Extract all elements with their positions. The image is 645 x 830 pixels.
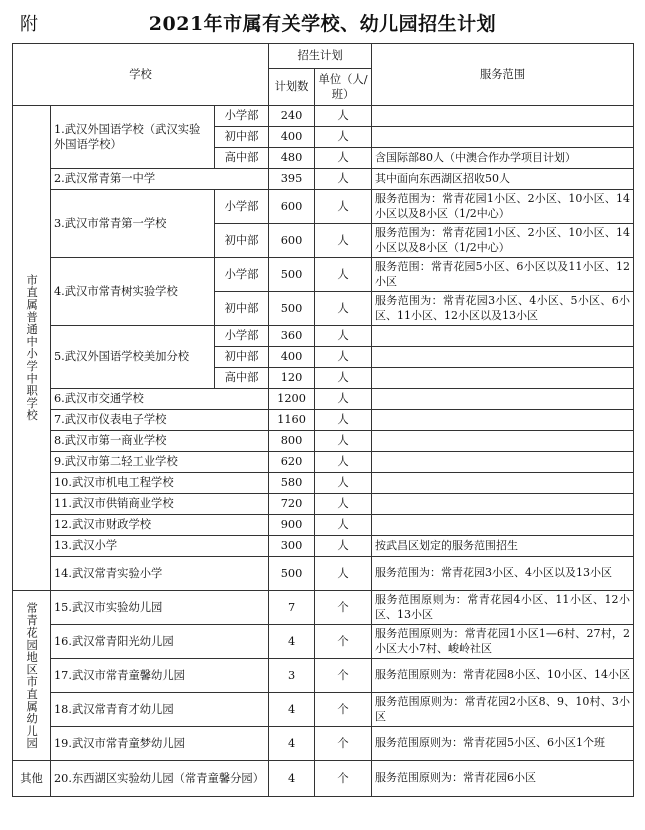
plan-unit: 个 xyxy=(315,727,372,761)
service-scope: 服务范围为：常青花园1小区、2小区、10小区、14小区以及8小区（1/2中心） xyxy=(372,190,634,224)
page-header xyxy=(0,0,645,42)
table-row xyxy=(13,761,634,797)
school-name: 16.武汉常青阳光幼儿园 xyxy=(51,625,269,659)
service-scope xyxy=(372,515,634,536)
plan-unit: 个 xyxy=(315,761,372,797)
plan-unit: 个 xyxy=(315,591,372,625)
table-row xyxy=(13,106,634,127)
plan-count: 800 xyxy=(269,431,315,452)
school-name: 19.武汉市常青童梦幼儿园 xyxy=(51,727,269,761)
plan-count: 4 xyxy=(269,761,315,797)
table-row xyxy=(13,326,634,347)
header-unit: 单位（人/班） xyxy=(315,69,372,106)
category-label: 市直属普通中小学中职学校 xyxy=(13,106,51,591)
plan-count: 4 xyxy=(269,727,315,761)
plan-unit: 人 xyxy=(315,368,372,389)
service-scope: 服务范围原则为：常青花园6小区 xyxy=(372,761,634,797)
header-count: 计划数 xyxy=(269,69,315,106)
school-name: 4.武汉市常青树实验学校 xyxy=(51,258,215,326)
table-row xyxy=(13,515,634,536)
plan-count: 395 xyxy=(269,169,315,190)
plan-count: 600 xyxy=(269,190,315,224)
plan-unit: 人 xyxy=(315,473,372,494)
service-scope xyxy=(372,127,634,148)
enrollment-table xyxy=(12,43,634,797)
service-scope xyxy=(372,431,634,452)
plan-count: 3 xyxy=(269,659,315,693)
plan-unit: 人 xyxy=(315,389,372,410)
plan-count: 580 xyxy=(269,473,315,494)
school-name: 12.武汉市财政学校 xyxy=(51,515,269,536)
plan-count: 720 xyxy=(269,494,315,515)
school-name: 10.武汉市机电工程学校 xyxy=(51,473,269,494)
school-level: 初中部 xyxy=(215,347,269,368)
service-scope xyxy=(372,106,634,127)
school-name: 5.武汉外国语学校美加分校 xyxy=(51,326,215,389)
table-row xyxy=(13,494,634,515)
school-name: 2.武汉常青第一中学 xyxy=(51,169,269,190)
service-scope: 服务范围原则为：常青花园5小区、6小区1个班 xyxy=(372,727,634,761)
school-name: 18.武汉常青育才幼儿园 xyxy=(51,693,269,727)
school-name: 6.武汉市交通学校 xyxy=(51,389,269,410)
school-name: 8.武汉市第一商业学校 xyxy=(51,431,269,452)
table-row xyxy=(13,557,634,591)
plan-unit: 个 xyxy=(315,659,372,693)
table-row xyxy=(13,727,634,761)
plan-unit: 人 xyxy=(315,106,372,127)
plan-count: 7 xyxy=(269,591,315,625)
school-level: 初中部 xyxy=(215,127,269,148)
header-scope: 服务范围 xyxy=(372,44,634,106)
service-scope: 服务范围为：常青花园3小区、4小区、5小区、6小区、11小区、12小区以及13小区 xyxy=(372,292,634,326)
school-name: 13.武汉小学 xyxy=(51,536,269,557)
plan-count: 500 xyxy=(269,557,315,591)
plan-count: 300 xyxy=(269,536,315,557)
service-scope xyxy=(372,347,634,368)
service-scope: 服务范围原则为：常青花园8小区、10小区、14小区 xyxy=(372,659,634,693)
service-scope: 含国际部80人（中澳合作办学项目计划） xyxy=(372,148,634,169)
table-row xyxy=(13,190,634,224)
plan-count: 240 xyxy=(269,106,315,127)
table-row xyxy=(13,452,634,473)
plan-count: 500 xyxy=(269,258,315,292)
table-row xyxy=(13,591,634,625)
plan-unit: 人 xyxy=(315,148,372,169)
table-row xyxy=(13,431,634,452)
plan-unit: 个 xyxy=(315,693,372,727)
category-label: 常青花园地区市直属幼儿园 xyxy=(13,591,51,761)
service-scope: 按武昌区划定的服务范围招生 xyxy=(372,536,634,557)
service-scope xyxy=(372,410,634,431)
plan-count: 620 xyxy=(269,452,315,473)
plan-count: 480 xyxy=(269,148,315,169)
school-name: 3.武汉市常青第一学校 xyxy=(51,190,215,258)
plan-unit: 人 xyxy=(315,258,372,292)
school-name: 1.武汉外国语学校（武汉实验外国语学校） xyxy=(51,106,215,169)
service-scope: 服务范围原则为：常青花园2小区8、9、10村、3小区 xyxy=(372,693,634,727)
school-level: 高中部 xyxy=(215,368,269,389)
service-scope: 其中面向东西湖区招收50人 xyxy=(372,169,634,190)
header-row xyxy=(13,44,634,69)
service-scope: 服务范围：常青花园5小区、6小区以及11小区、12小区 xyxy=(372,258,634,292)
school-level: 小学部 xyxy=(215,258,269,292)
service-scope xyxy=(372,452,634,473)
school-level: 高中部 xyxy=(215,148,269,169)
service-scope: 服务范围原则为：常青花园4小区、11小区、12小区、13小区 xyxy=(372,591,634,625)
plan-count: 600 xyxy=(269,224,315,258)
table-row xyxy=(13,625,634,659)
table-row xyxy=(13,659,634,693)
plan-unit: 人 xyxy=(315,494,372,515)
service-scope xyxy=(372,473,634,494)
table-row xyxy=(13,410,634,431)
school-level: 初中部 xyxy=(215,292,269,326)
plan-count: 1160 xyxy=(269,410,315,431)
plan-unit: 人 xyxy=(315,326,372,347)
school-level: 初中部 xyxy=(215,224,269,258)
plan-unit: 个 xyxy=(315,625,372,659)
service-scope: 服务范围原则为：常青花园1小区1—6村、27村，2小区大小7村、峻岭社区 xyxy=(372,625,634,659)
plan-unit: 人 xyxy=(315,515,372,536)
plan-count: 360 xyxy=(269,326,315,347)
school-level: 小学部 xyxy=(215,326,269,347)
table-row xyxy=(13,258,634,292)
school-level: 小学部 xyxy=(215,106,269,127)
service-scope xyxy=(372,389,634,410)
plan-unit: 人 xyxy=(315,536,372,557)
school-level: 小学部 xyxy=(215,190,269,224)
service-scope: 服务范围为：常青花园1小区、2小区、10小区、14小区以及8小区（1/2中心） xyxy=(372,224,634,258)
category-label: 其他 xyxy=(13,761,51,797)
service-scope: 服务范围为：常青花园3小区、4小区以及13小区 xyxy=(372,557,634,591)
plan-count: 120 xyxy=(269,368,315,389)
plan-count: 400 xyxy=(269,127,315,148)
service-scope xyxy=(372,368,634,389)
service-scope xyxy=(372,326,634,347)
plan-unit: 人 xyxy=(315,452,372,473)
plan-unit: 人 xyxy=(315,224,372,258)
appendix-label: 附 xyxy=(20,14,38,35)
plan-count: 1200 xyxy=(269,389,315,410)
table-row xyxy=(13,536,634,557)
plan-unit: 人 xyxy=(315,347,372,368)
school-name: 17.武汉市常青童馨幼儿园 xyxy=(51,659,269,693)
plan-count: 4 xyxy=(269,693,315,727)
school-name: 15.武汉市实验幼儿园 xyxy=(51,591,269,625)
plan-unit: 人 xyxy=(315,127,372,148)
table-row xyxy=(13,169,634,190)
page-title: 2021年市属有关学校、幼儿园招生计划 xyxy=(148,13,497,35)
plan-unit: 人 xyxy=(315,292,372,326)
plan-unit: 人 xyxy=(315,190,372,224)
school-name: 7.武汉市仪表电子学校 xyxy=(51,410,269,431)
school-name: 9.武汉市第二轻工业学校 xyxy=(51,452,269,473)
school-name: 20.东西湖区实验幼儿园（常青童馨分园） xyxy=(51,761,269,797)
plan-unit: 人 xyxy=(315,410,372,431)
table-row xyxy=(13,473,634,494)
school-name: 11.武汉市供销商业学校 xyxy=(51,494,269,515)
plan-count: 4 xyxy=(269,625,315,659)
header-school: 学校 xyxy=(13,44,269,106)
plan-unit: 人 xyxy=(315,431,372,452)
header-plan: 招生计划 xyxy=(269,44,372,69)
school-name: 14.武汉常青实验小学 xyxy=(51,557,269,591)
plan-count: 400 xyxy=(269,347,315,368)
table-row xyxy=(13,693,634,727)
plan-unit: 人 xyxy=(315,169,372,190)
plan-count: 900 xyxy=(269,515,315,536)
plan-unit: 人 xyxy=(315,557,372,591)
service-scope xyxy=(372,494,634,515)
table-row xyxy=(13,389,634,410)
plan-count: 500 xyxy=(269,292,315,326)
